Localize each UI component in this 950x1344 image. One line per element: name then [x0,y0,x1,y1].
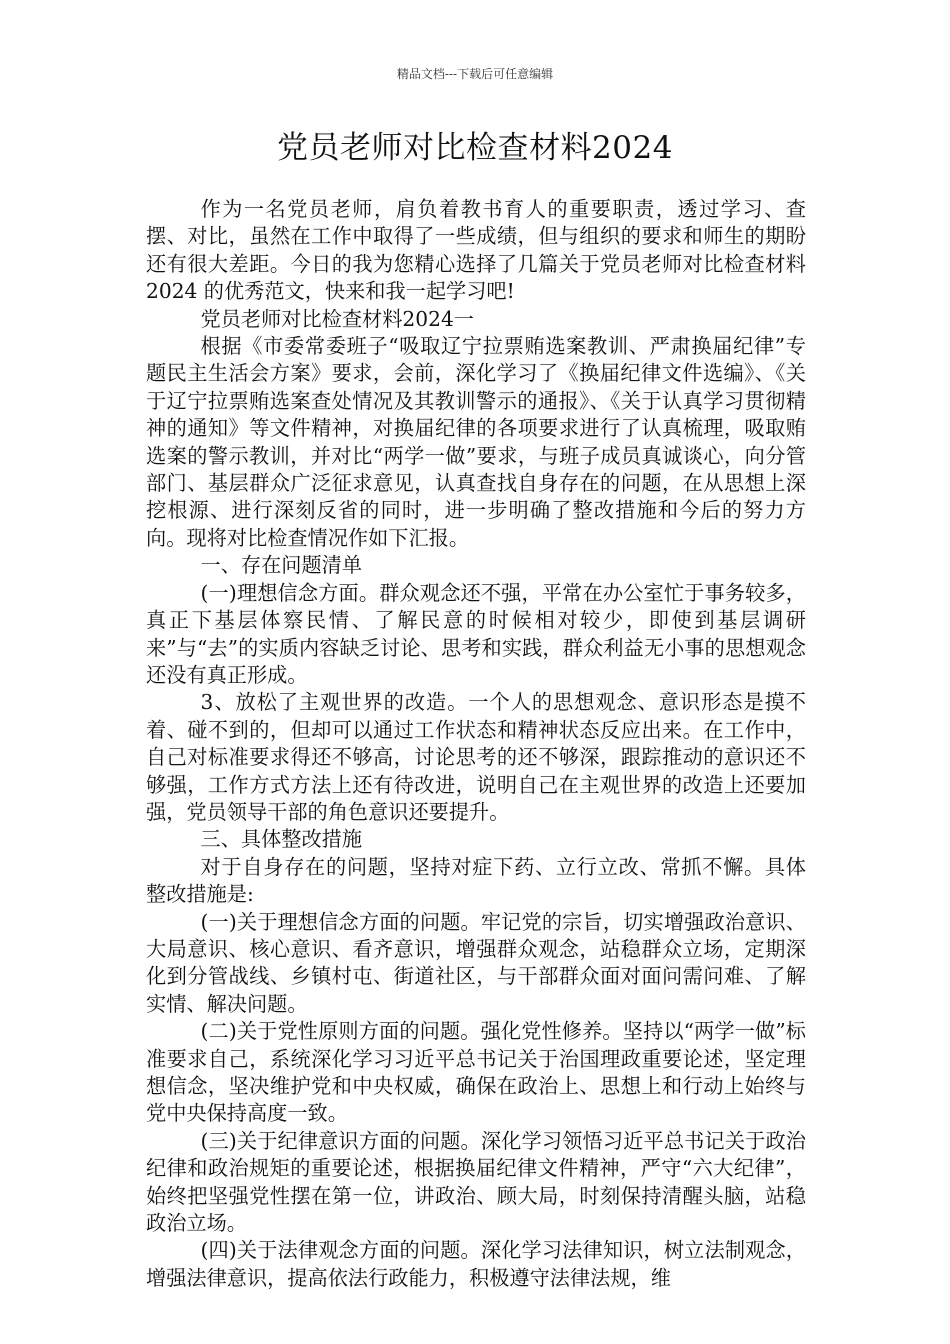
body-paragraph: (四)关于法律观念方面的问题。深化学习法律知识，树立法制观念，增强法律意识，提高依法行政能力，积极遵守法律法规，维 [146,1238,806,1290]
document-body [146,196,806,1292]
body-paragraph: 对于自身存在的问题，坚持对症下药、立行立改、常抓不懈。具体整改措施是: [146,854,806,907]
body-paragraph: (二)关于党性原则方面的问题。强化党性修养。坚持以“两学一做”标准要求自己，系统深化学习习近平总书记关于治国理政重要论述，坚定理想信念，坚决维护党和中央权威，确保在政治上、思想上和行动上始终与党中央保持高度一致。 [146,1019,806,1126]
intro-paragraph: 作为一名党员老师，肩负着教书育人的重要职责，透过学习、查摆、对比，虽然在工作中取得了一些成绩，但与组织的要求和师生的期盼还有很大差距。今日的我为您精心选择了几篇关于党员老师对比检查材料2024 的优秀范文，快来和我一起学习吧! [146,197,806,304]
body-paragraph: (一)理想信念方面。群众观念还不强，平常在办公室忙于事务较多，真正下基层体察民情、了解民意的时候相对较少，即使到基层调研来”与“去”的实质内容缺乏讨论、思考和实践，群众利益无小事的思想观念还没有真正形成。 [146,580,806,687]
body-paragraph: (一)关于理想信念方面的问题。牢记党的宗旨，切实增强政治意识、大局意识、核心意识、看齐意识，增强群众观念，站稳群众立场，定期深化到分管战线、乡镇村屯、街道社区，与干部群众面对面问需问难、了解实情、解决问题。 [146,909,806,1016]
section-heading-part-one: 党员老师对比检查材料2024一 [200,306,474,331]
document-title: 党员老师对比检查材料2024 [277,130,673,166]
body-paragraph: 根据《市委常委班子“吸取辽宁拉票贿选案教训、严肃换届纪律”专题民主生活会方案》要求，会前，深化学习了《换届纪律文件选编》、《关于辽宁拉票贿选案查处情况及其教训警示的通报》、《关于认真学习贯彻精神的通知》等文件精神，对换届纪律的各项要求进行了认真梳理，吸取贿选案的警示教训，并对比“两学一做”要求，与班子成员真诚谈心，向分管部门、基层群众广泛征求意见，认真查找自身存在的问题，在从思想上深挖根源、进行深刻反省的同时，进一步明确了整改措施和今后的努力方向。现将对比检查情况作如下汇报。 [146,334,806,550]
section-heading-measures: 三、具体整改措施 [200,827,363,852]
page-header-note: 精品文档---下载后可任意编辑 [396,67,554,81]
section-heading-problems: 一、存在问题清单 [200,553,363,578]
body-paragraph: 3、放松了主观世界的改造。一个人的思想观念、意识形态是摸不着、碰不到的，但却可以通过工作状态和精神状态反应出来。在工作中，自己对标准要求得还不够高，讨论思考的还不够深，跟踪推动的意识还不够强，工作方式方法上还有待改进，说明自己在主观世界的改造上还要加强，党员领导干部的角色意识还要提升。 [146,690,806,824]
body-paragraph: (三)关于纪律意识方面的问题。深化学习领悟习近平总书记关于政治纪律和政治规矩的重要论述，根据换届纪律文件精神，严守“六大纪律”，始终把坚强党性摆在第一位，讲政治、顾大局，时刻保持清醒头脑，站稳政治立场。 [146,1128,806,1236]
